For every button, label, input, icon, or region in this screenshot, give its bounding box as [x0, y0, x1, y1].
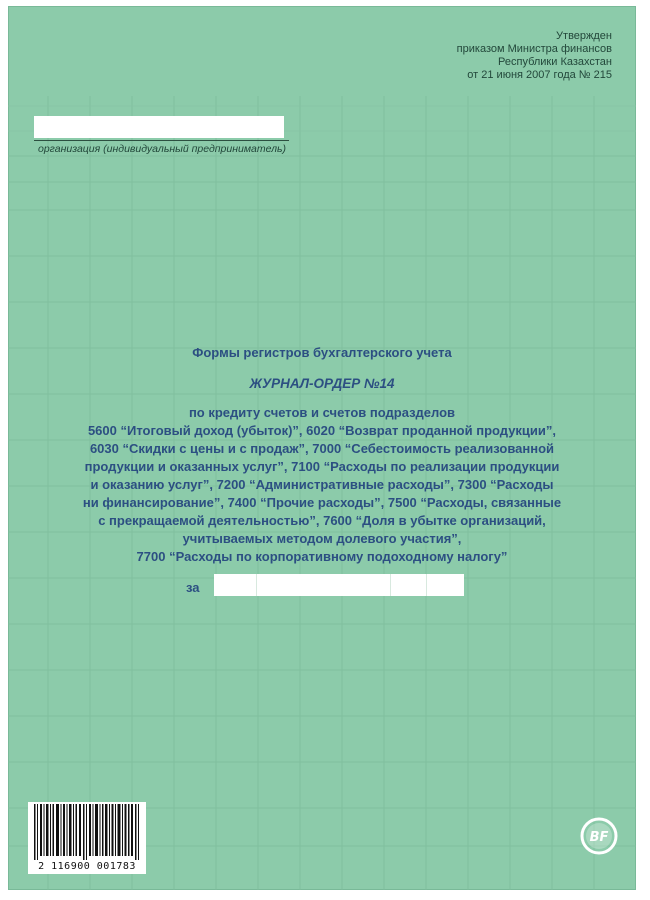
organization-caption: организация (индивидуальный предприниматель) [38, 143, 287, 155]
organization-field[interactable] [34, 116, 284, 138]
bf-publisher-logo [580, 817, 618, 860]
approval-line-1: Утвержден [556, 30, 612, 42]
period-field-divider [390, 574, 391, 596]
approval-line-2: приказом Министра финансов [456, 43, 612, 55]
barcode [28, 802, 146, 874]
bf-logo-icon [580, 817, 618, 855]
period-field-divider [256, 574, 257, 596]
approval-stamp-text [457, 30, 612, 82]
period-field-divider [426, 574, 427, 596]
organization-underline [34, 140, 289, 141]
accounts-line: ни финансирование”, 7400 “Прочие расходы”, 7500 “Расходы, связанные [82, 495, 562, 510]
approval-line-4: от 21 июня 2007 года № 215 [467, 69, 612, 81]
period-label: за [186, 580, 200, 595]
forms-heading: Формы регистров бухгалтерского учета [192, 345, 452, 360]
barcode-digits: 2 116900 001783 [38, 861, 136, 872]
period-field[interactable] [214, 574, 464, 596]
accounts-line: по кредиту счетов и счетов подразделов [188, 405, 456, 420]
accounts-line: учитываемых методом долевого участия”, [182, 531, 462, 546]
journal-cover-sheet [8, 6, 636, 890]
accounts-line: 7700 “Расходы по корпоративному подоходному налогу” [136, 549, 508, 564]
accounts-line: и оказанию услуг”, 7200 “Административные расходы”, 7300 “Расходы [90, 477, 554, 492]
accounts-line: 5600 “Итоговый доход (убыток)”, 6020 “Возврат проданной продукции”, [87, 423, 557, 438]
accounts-line: 6030 “Скидки с цены и с продаж”, 7000 “Себестоимость реализованной [89, 441, 555, 456]
logo-text: BF [589, 830, 609, 845]
approval-line-3: Республики Казахстан [498, 56, 612, 68]
barcode-icon [28, 804, 146, 862]
accounts-line: с прекращаемой деятельностью”, 7600 “Доля в убытке организаций, [98, 513, 546, 528]
accounts-description [48, 404, 596, 566]
journal-title: ЖУРНАЛ-ОРДЕР №14 [249, 376, 395, 391]
accounts-line: продукции и оказанных услуг”, 7100 “Расходы по реализации продукции [84, 459, 560, 474]
